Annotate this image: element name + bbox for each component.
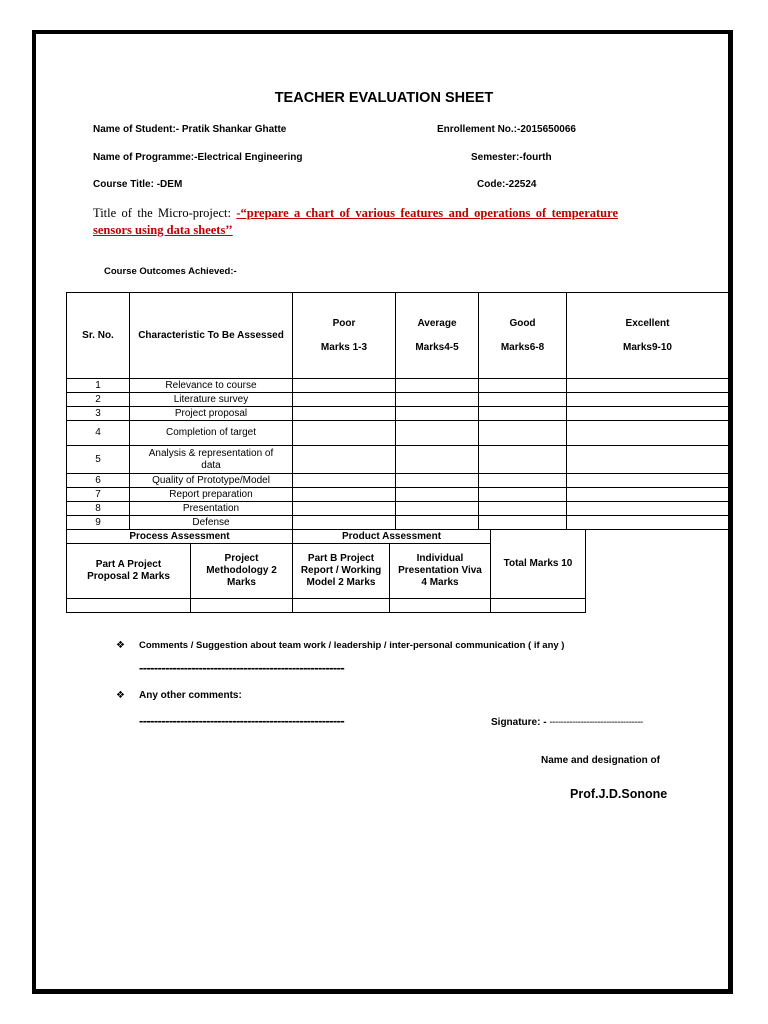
table-row <box>67 488 729 502</box>
header-characteristic: Characteristic To Be Assessed <box>130 293 293 379</box>
average-cell[interactable] <box>396 502 479 516</box>
row-number: 4 <box>67 421 130 446</box>
average-cell[interactable] <box>396 446 479 474</box>
good-cell[interactable] <box>479 474 567 488</box>
assessment-table <box>66 529 586 613</box>
methodology-cell[interactable] <box>191 599 293 613</box>
enrollment-number: Enrollement No.:-2015650066 <box>437 124 576 135</box>
teacher-name: Prof.J.D.Sonone <box>570 787 668 801</box>
excellent-cell[interactable] <box>567 446 729 474</box>
assessment-group-row <box>67 530 586 544</box>
signature-label: Signature: - <box>491 717 547 728</box>
programme-name: Name of Programme:-Electrical Engineering <box>93 152 303 163</box>
signature-line: --------------------------------- <box>549 717 643 728</box>
average-cell[interactable] <box>396 379 479 393</box>
row-characteristic: Defense <box>130 516 293 530</box>
semester: Semester:-fourth <box>471 152 552 163</box>
other-comments-line: ------------------------------------------------------- <box>139 713 345 728</box>
good-cell[interactable] <box>479 446 567 474</box>
poor-cell[interactable] <box>293 407 396 421</box>
excellent-cell[interactable] <box>567 407 729 421</box>
excellent-cell[interactable] <box>567 421 729 446</box>
signature-field <box>491 717 643 728</box>
table-row <box>67 446 729 474</box>
poor-cell[interactable] <box>293 421 396 446</box>
level-marks: Marks4-5 <box>415 341 459 353</box>
row-characteristic: Quality of Prototype/Model <box>130 474 293 488</box>
micro-project-title <box>93 205 618 239</box>
level-marks: Marks9-10 <box>623 341 672 353</box>
other-comments-label: Any other comments: <box>139 690 242 701</box>
row-number: 5 <box>67 446 130 474</box>
header-good <box>479 293 567 379</box>
poor-cell[interactable] <box>293 516 396 530</box>
good-cell[interactable] <box>479 379 567 393</box>
excellent-cell[interactable] <box>567 474 729 488</box>
good-cell[interactable] <box>479 407 567 421</box>
average-cell[interactable] <box>396 474 479 488</box>
product-assessment-header: Product Assessment <box>293 530 491 544</box>
average-cell[interactable] <box>396 421 479 446</box>
rubric-header-row <box>67 293 729 379</box>
table-row <box>67 516 729 530</box>
designation-label: Name and designation of <box>541 755 660 766</box>
header-sr-no: Sr. No. <box>67 293 130 379</box>
header-poor <box>293 293 396 379</box>
row-number: 1 <box>67 379 130 393</box>
row-number: 6 <box>67 474 130 488</box>
excellent-cell[interactable] <box>567 379 729 393</box>
row-characteristic: Completion of target <box>130 421 293 446</box>
row-characteristic: Relevance to course <box>130 379 293 393</box>
total-marks-header: Total Marks 10 <box>491 530 586 599</box>
part-a-header: Part A Project Proposal 2 Marks <box>67 544 191 599</box>
part-a-cell[interactable] <box>67 599 191 613</box>
good-cell[interactable] <box>479 393 567 407</box>
teamwork-comments-label: Comments / Suggestion about team work / leadership / inter-personal communication ( if any ) <box>139 640 565 651</box>
micro-project-label: Title of the Micro-project: <box>93 206 231 220</box>
table-row <box>67 407 729 421</box>
part-b-cell[interactable] <box>293 599 390 613</box>
row-characteristic: Report preparation <box>130 488 293 502</box>
excellent-cell[interactable] <box>567 488 729 502</box>
level-marks: Marks6-8 <box>500 341 545 353</box>
header-average <box>396 293 479 379</box>
row-number: 9 <box>67 516 130 530</box>
row-number: 2 <box>67 393 130 407</box>
table-row <box>67 379 729 393</box>
excellent-cell[interactable] <box>567 516 729 530</box>
poor-cell[interactable] <box>293 393 396 407</box>
row-characteristic: Literature survey <box>130 393 293 407</box>
poor-cell[interactable] <box>293 488 396 502</box>
good-cell[interactable] <box>479 488 567 502</box>
row-number: 8 <box>67 502 130 516</box>
row-number: 7 <box>67 488 130 502</box>
table-row <box>67 393 729 407</box>
average-cell[interactable] <box>396 488 479 502</box>
level-name: Poor <box>332 317 356 329</box>
viva-header: Individual Presentation Viva 4 Marks <box>390 544 491 599</box>
bullet-icon: ❖ <box>116 690 125 701</box>
level-name: Average <box>417 317 457 329</box>
total-cell[interactable] <box>491 599 586 613</box>
average-cell[interactable] <box>396 393 479 407</box>
course-title: Course Title: -DEM <box>93 179 183 190</box>
level-marks: Marks 1-3 <box>320 341 368 353</box>
good-cell[interactable] <box>479 516 567 530</box>
good-cell[interactable] <box>479 502 567 516</box>
good-cell[interactable] <box>479 421 567 446</box>
part-b-header: Part B Project Report / Working Model 2 Marks <box>293 544 390 599</box>
level-name: Good <box>509 317 536 329</box>
excellent-cell[interactable] <box>567 393 729 407</box>
row-number: 3 <box>67 407 130 421</box>
poor-cell[interactable] <box>293 502 396 516</box>
average-cell[interactable] <box>396 516 479 530</box>
poor-cell[interactable] <box>293 379 396 393</box>
course-code: Code:-22524 <box>477 179 537 190</box>
table-row <box>67 502 729 516</box>
course-outcomes-label: Course Outcomes Achieved:- <box>104 266 237 277</box>
student-name: Name of Student:- Pratik Shankar Ghatte <box>93 124 287 135</box>
row-characteristic: Analysis & representation of data <box>130 446 293 474</box>
poor-cell[interactable] <box>293 446 396 474</box>
micro-project-value: -“prepare a chart of various features and operations of temperature sensors using data sheets’’ <box>93 206 618 237</box>
methodology-header: Project Methodology 2 Marks <box>191 544 293 599</box>
teamwork-comments-line: ------------------------------------------------------- <box>139 660 345 675</box>
table-row <box>67 474 729 488</box>
level-name: Excellent <box>625 317 670 329</box>
table-row <box>67 421 729 446</box>
header-excellent <box>567 293 729 379</box>
assessment-entry-row <box>67 599 586 613</box>
row-characteristic: Project proposal <box>130 407 293 421</box>
row-characteristic: Presentation <box>130 502 293 516</box>
rubric-table <box>66 292 729 530</box>
viva-cell[interactable] <box>390 599 491 613</box>
page-title: TEACHER EVALUATION SHEET <box>274 90 494 106</box>
poor-cell[interactable] <box>293 474 396 488</box>
excellent-cell[interactable] <box>567 502 729 516</box>
process-assessment-header: Process Assessment <box>67 530 293 544</box>
bullet-icon: ❖ <box>116 640 125 651</box>
average-cell[interactable] <box>396 407 479 421</box>
